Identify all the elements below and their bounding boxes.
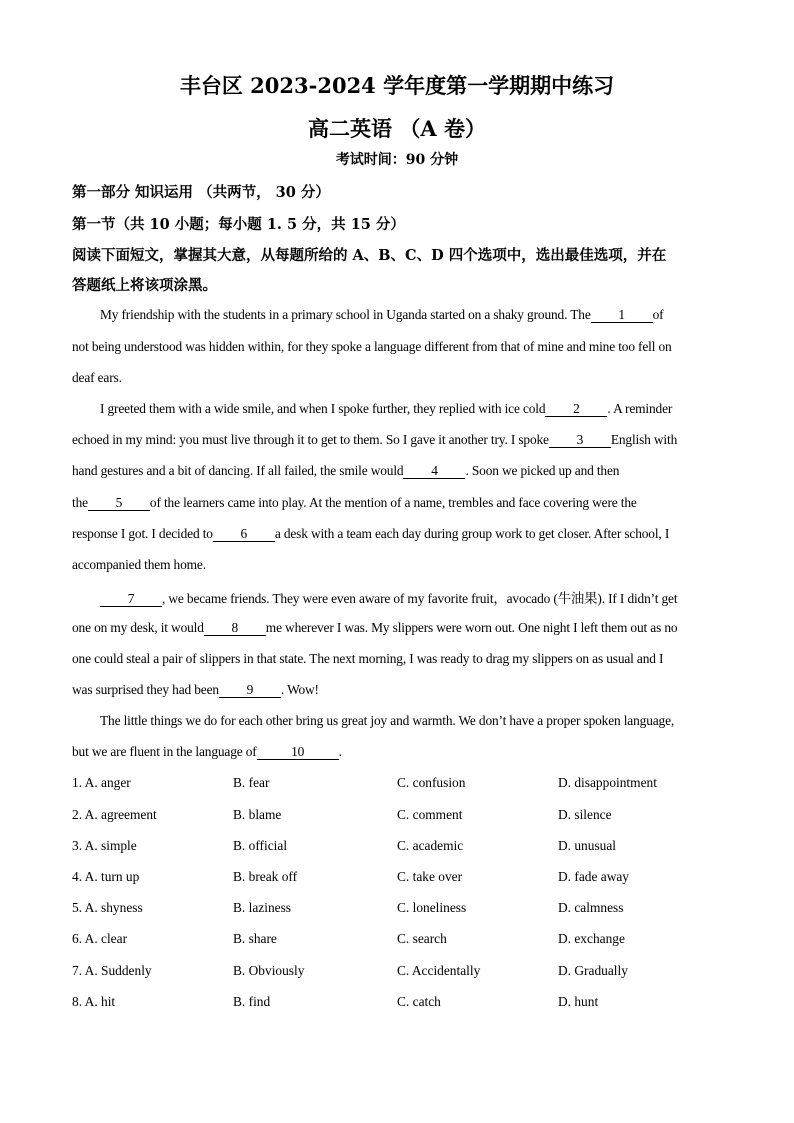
blank-5: 5 [88, 496, 150, 511]
instruction-line-2: 答题纸上将该项涂黑。 [72, 277, 217, 294]
option-row [72, 807, 722, 825]
option-c: C. search [397, 931, 447, 946]
passage-line [72, 463, 724, 479]
instruction-line-1: 阅读下面短文，掌握其大意，从每题所给的 A、B、C、D 四个选项中，选出最佳选项，并在 [72, 247, 667, 264]
passage-line [100, 401, 724, 417]
option-b: B. laziness [233, 900, 292, 915]
passage-text: of the learners came into play. At the mention of a name, trembles and face covering were the [149, 495, 637, 510]
option-d: D. calmness [558, 900, 624, 915]
option-b: B. Obviously [233, 963, 305, 978]
passage-line [100, 307, 724, 323]
option-b: B. official [233, 838, 288, 853]
passage-text: a desk with a team each day during group work to get closer. After school, I [274, 526, 670, 541]
exam-subtitle: 高二英语 （A 卷） [308, 116, 486, 141]
passage-line: The little things we do for each other bring us great joy and warmth. We don’t have a proper spoken language, [100, 713, 675, 728]
option-d: D. fade away [558, 869, 630, 884]
blank-6: 6 [213, 527, 275, 542]
passage-line [72, 432, 724, 448]
passage-text: . A reminder [607, 401, 673, 416]
passage-line [72, 495, 724, 511]
passage-line [72, 526, 724, 542]
passage-text: . [338, 744, 342, 759]
blank-2: 2 [545, 402, 607, 417]
option-b: B. blame [233, 807, 282, 822]
passage-text: . Soon we picked up and then [465, 463, 620, 478]
option-row [72, 963, 722, 981]
option-row [72, 994, 722, 1012]
option-a: 2. A. agreement [72, 807, 157, 822]
passage-line [100, 588, 724, 607]
option-row [72, 869, 722, 887]
passage-text: one on my desk, it would [72, 620, 204, 635]
passage-line [72, 620, 724, 636]
passage-line [72, 682, 724, 698]
passage-text: I greeted them with a wide smile, and when I spoke further, they replied with ice cold [100, 401, 546, 416]
option-a: 8. A. hit [72, 994, 116, 1009]
exam-time: 考试时间：90 分钟 [335, 152, 459, 168]
option-a: 5. A. shyness [72, 900, 143, 915]
option-c: C. Accidentally [397, 963, 481, 978]
blank-7: 7 [100, 592, 162, 607]
blank-1: 1 [591, 308, 653, 323]
option-a: 6. A. clear [72, 931, 128, 946]
exam-title: 丰台区 2023-2024 学年度第一学期期中练习 [179, 73, 615, 98]
option-d: D. disappointment [558, 775, 657, 790]
option-c: C. take over [397, 869, 463, 884]
section-heading: 第一节（共 10 小题；每小题 1. 5 分，共 15 分） [72, 216, 405, 233]
option-d: D. exchange [558, 931, 625, 946]
option-c: C. comment [397, 807, 463, 822]
passage-text: was surprised they had been [72, 682, 219, 697]
part-heading: 第一部分 知识运用 （共两节， 30 分） [72, 184, 330, 201]
option-d: D. silence [558, 807, 612, 822]
passage-text: English with [610, 432, 678, 447]
passage-text: hand gestures and a bit of dancing. If all failed, the smile would [72, 463, 404, 478]
passage-text: of [652, 307, 664, 322]
passage-text: response I got. I decided to [72, 526, 213, 541]
passage-line: not being understood was hidden within, for they spoke a language different from that of mine and mine too fell on [72, 339, 672, 354]
blank-8: 8 [204, 621, 266, 636]
option-c: C. loneliness [397, 900, 467, 915]
option-c: C. academic [397, 838, 464, 853]
passage-text: . Wow! [280, 682, 319, 697]
passage-text: My friendship with the students in a primary school in Uganda started on a shaky ground. The [100, 307, 591, 322]
option-b: B. break off [233, 869, 298, 884]
option-a: 1. A. anger [72, 775, 131, 790]
option-d: D. Gradually [558, 963, 628, 978]
passage-text: echoed in my mind: you must live through it to get to them. So I gave it another try. I spoke [72, 432, 549, 447]
option-c: C. confusion [397, 775, 466, 790]
passage-line: one could steal a pair of slippers in that state. The next morning, I was ready to drag my slippers on as usual and I [72, 651, 664, 666]
option-a: 4. A. turn up [72, 869, 140, 884]
option-d: D. hunt [558, 994, 599, 1009]
option-a: 7. A. Suddenly [72, 963, 152, 978]
passage-line: deaf ears. [72, 370, 122, 385]
option-c: C. catch [397, 994, 441, 1009]
option-d: D. unusual [558, 838, 617, 853]
passage-line: accompanied them home. [72, 557, 206, 572]
passage-text: me wherever I was. My slippers were worn out. One night I left them out as no [265, 620, 678, 635]
blank-4: 4 [403, 464, 465, 479]
option-row [72, 838, 722, 856]
blank-9: 9 [219, 683, 281, 698]
blank-3: 3 [549, 433, 611, 448]
option-b: B. find [233, 994, 271, 1009]
passage-text: but we are fluent in the language of [72, 744, 257, 759]
option-b: B. share [233, 931, 277, 946]
option-row [72, 931, 722, 949]
passage-line [72, 744, 724, 760]
option-b: B. fear [233, 775, 270, 790]
blank-10: 10 [257, 745, 339, 760]
option-row [72, 775, 722, 793]
passage-text: , we became friends. They were even aware of my favorite fruit，avocado (牛油果). If I didn’t get [162, 591, 678, 606]
option-a: 3. A. simple [72, 838, 137, 853]
passage-text: the [72, 495, 88, 510]
option-row [72, 900, 722, 918]
